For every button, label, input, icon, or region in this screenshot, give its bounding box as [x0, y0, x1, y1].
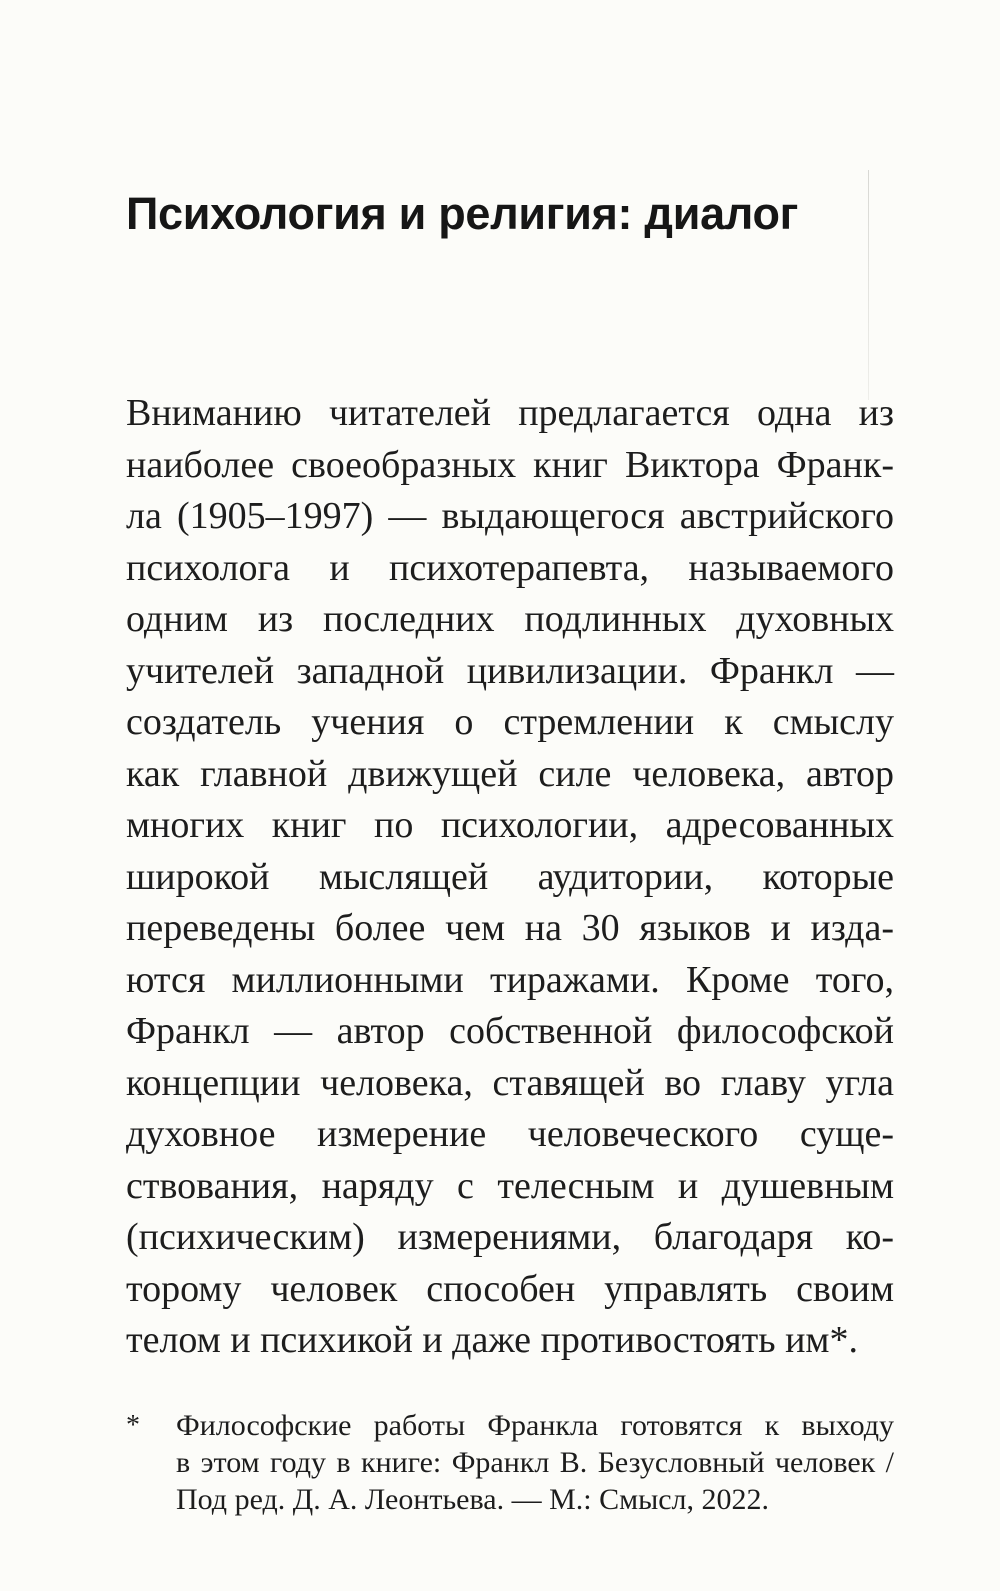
footnote-line: в этом году в книге: Франкл В. Безусловный человек /	[176, 1446, 894, 1479]
body-paragraph	[126, 388, 894, 1367]
body-line: ствования, наряду с телесным и душевным	[126, 1164, 894, 1207]
body-line: ются миллионными тиражами. Кроме того,	[126, 958, 894, 1001]
body-line: переведены более чем на 30 языков и изда-	[126, 907, 894, 949]
body-line: психолога и психотерапевта, называемого	[126, 546, 894, 589]
body-line: создатель учения о стремлении к смыслу	[126, 701, 894, 743]
body-line: (психическим) измерениями, благодаря ко-	[126, 1216, 894, 1258]
footnote-line: Под ред. Д. А. Леонтьева. — М.: Смысл, 2022.	[176, 1483, 770, 1516]
body-line: широкой мыслящей аудитории, которые	[126, 855, 894, 898]
body-line: телом и психикой и даже противостоять им*.	[126, 1319, 858, 1361]
body-line: учителей западной цивилизации. Франкл —	[126, 649, 894, 692]
section-heading: Психология и религия: диалог	[126, 188, 799, 239]
body-line: Вниманию читателей предлагается одна из	[126, 392, 894, 434]
body-line: одним из последних подлинных духовных	[126, 598, 894, 640]
body-line: концепции человека, ставящей во главу угла	[126, 1061, 894, 1104]
body-line: Франкл — автор собственной философской	[126, 1010, 894, 1052]
body-line: наиболее своеобразных книг Виктора Франк-	[126, 443, 894, 486]
footnote-asterisk: *	[126, 1410, 140, 1441]
body-line: как главной движущей силе человека, автор	[126, 752, 894, 795]
body-line: ла (1905–1997) — выдающегося австрийского	[126, 495, 894, 537]
footnote-line: Философские работы Франкла готовятся к выходу	[176, 1409, 894, 1442]
body-line: торому человек способен управлять своим	[126, 1267, 894, 1310]
footnote-text	[176, 1407, 894, 1518]
body-line: многих книг по психологии, адресованных	[126, 804, 894, 846]
body-line: духовное измерение человеческого суще-	[126, 1113, 894, 1155]
